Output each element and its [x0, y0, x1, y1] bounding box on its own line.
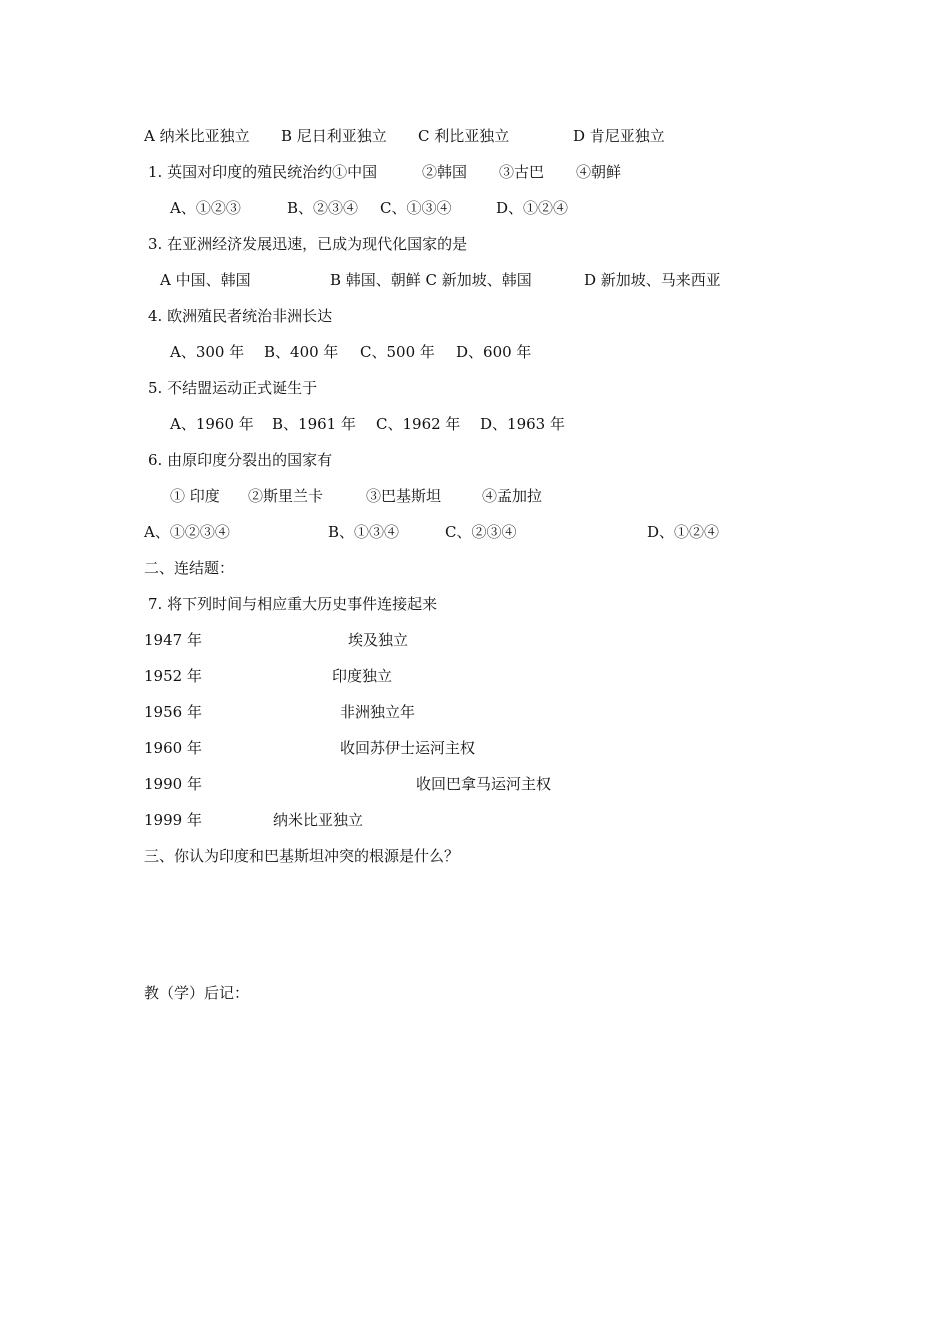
q7-stem: 7. 将下列时间与相应重大历史事件连接起来	[148, 595, 438, 613]
q7-event-africa-year: 非洲独立年	[340, 703, 416, 721]
q6-option-d: D、①②④	[647, 523, 720, 541]
q6-option-b: B、①③④	[328, 523, 400, 541]
q6-item-1: ① 印度	[170, 487, 220, 505]
section-2-heading: 二、连结题：	[144, 559, 235, 577]
q7-year-1960: 1960 年	[144, 739, 202, 757]
q1-item-4: ④朝鲜	[576, 163, 622, 181]
q3-option-d: D 新加坡、马来西亚	[584, 271, 721, 289]
q0-option-a: A 纳米比亚独立	[144, 127, 250, 145]
q3-option-bc: B 韩国、朝鲜 C 新加坡、韩国	[330, 271, 532, 289]
q0-option-c: C 利比亚独立	[418, 127, 510, 145]
q3-option-a: A 中国、韩国	[160, 271, 251, 289]
q4-option-b: B、400 年	[264, 343, 339, 361]
q5-option-d: D、1963 年	[480, 415, 565, 433]
q6-stem: 6. 由原印度分裂出的国家有	[148, 451, 333, 469]
q4-option-a: A、300 年	[170, 343, 245, 361]
q7-event-india: 印度独立	[332, 667, 393, 685]
q7-year-1990: 1990 年	[144, 775, 202, 793]
q4-stem: 4. 欧洲殖民者统治非洲长达	[148, 307, 333, 325]
q5-option-a: A、1960 年	[170, 415, 254, 433]
q6-option-c: C、②③④	[445, 523, 517, 541]
q4-option-d: D、600 年	[456, 343, 532, 361]
q7-event-suez: 收回苏伊士运河主权	[340, 739, 476, 757]
q3-stem: 3. 在亚洲经济发展迅速，已成为现代化国家的是	[148, 235, 468, 253]
q7-event-namibia: 纳米比亚独立	[273, 811, 364, 829]
q6-option-a: A、①②③④	[144, 523, 230, 541]
q5-stem: 5. 不结盟运动正式诞生于	[148, 379, 318, 397]
q7-year-1956: 1956 年	[144, 703, 202, 721]
q1-stem: 1. 英国对印度的殖民统治约①中国	[148, 163, 378, 181]
section-3-heading: 三、你认为印度和巴基斯坦冲突的根源是什么？	[144, 847, 460, 865]
q7-year-1999: 1999 年	[144, 811, 202, 829]
q6-item-4: ④孟加拉	[482, 487, 543, 505]
q5-option-b: B、1961 年	[272, 415, 356, 433]
q1-item-3: ③古巴	[499, 163, 545, 181]
q5-option-c: C、1962 年	[376, 415, 461, 433]
teaching-postscript: 教（学）后记：	[144, 984, 250, 1002]
q1-item-2: ②韩国	[422, 163, 468, 181]
q6-item-2: ②斯里兰卡	[248, 487, 324, 505]
q1-option-b: B、②③④	[287, 199, 359, 217]
q0-option-d: D 肯尼亚独立	[573, 127, 665, 145]
q6-item-3: ③巴基斯坦	[366, 487, 442, 505]
q1-option-a: A、①②③	[170, 199, 241, 217]
q4-option-c: C、500 年	[360, 343, 435, 361]
q1-option-d: D、①②④	[496, 199, 569, 217]
q7-year-1952: 1952 年	[144, 667, 202, 685]
q0-option-b: B 尼日利亚独立	[281, 127, 387, 145]
q7-event-egypt: 埃及独立	[348, 631, 409, 649]
q7-year-1947: 1947 年	[144, 631, 202, 649]
q7-event-panama: 收回巴拿马运河主权	[416, 775, 552, 793]
q1-option-c: C、①③④	[380, 199, 452, 217]
